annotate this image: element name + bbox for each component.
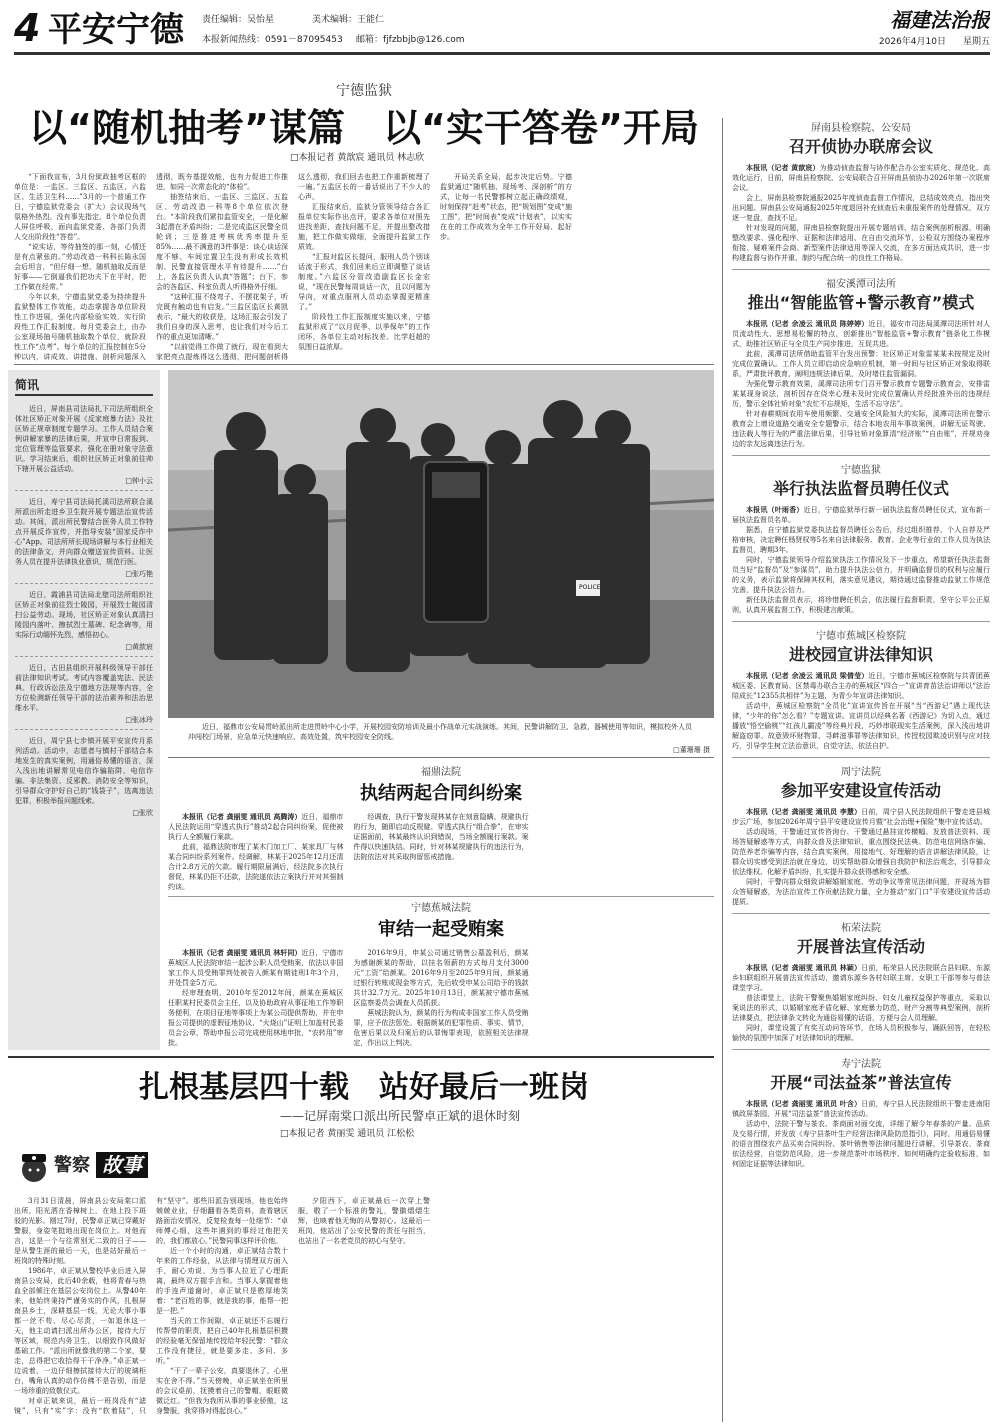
paragraph: 活动中，法院干警与茶农、茶商面对面交流，详细了解今年春茶的产量、品质及交易行情，并发放《寿宁县茶叶生产经营法律风险防范指引》，同时，用通俗易懂的语言围绕农产品买卖合同纠纷、茶叶销售等法律问题进行讲解，引导茶农、茶商依法经营，自觉防范风险，进一步规范茶叶市场秩序、如何明确约定验收标准，如何固定证据等法律知识。 (732, 1120, 990, 1168)
section-title: 平安宁德 (48, 10, 184, 50)
paragraph: 会上，屏南县检察院通报2025年度侦查监督工作情况，总结成效亮点，指出突出问题。屏南县公安局通报2025年度退回补充侦查后未重报案件的处理情况，双方逐一复盘，查找不足。 (732, 194, 990, 222)
email: 邮箱：fjfzbbjb@126.com (356, 35, 465, 45)
lead-bottom-rule (14, 364, 714, 365)
right-article (732, 122, 990, 263)
separator (732, 455, 990, 456)
right-column-divider (722, 118, 723, 1422)
brief-item: 近日，寿宁县司法局托溪司法所联合溪所派出所走进乡卫生院开展专题法治宣传活动。其间，派出所民警结合医务人员工作特点开展反诈宣传，并指导安装“国家反诈中心”App。司法所所长现场讲解与本行业相关的法律条文，并向群众赠送宣传资料。让医务人员在提升法律执业意识，规范行医。 □张巧艳 (15, 497, 153, 584)
paragraph: 1986年，卓正斌从警校毕业后进入屏南县公安局，此后40余载，他将青春与热血全部倾注在基层公安岗位上。从警40年来，他始终秉持严谨务实的作风，扎根屏南县乡土，深耕基层一线，无论大事小事都一丝不苟、尽心尽责，一如退休这一天，他主动请扫派出所办公区，接待大厅等区域，规范内务卫生，以细致作风做好基础工作。“派出所就像我的第二个家，要走，总得把它收拾得干干净净。”卓正斌一边说着，一边仔细擦拭接待大厅的玻璃柜台，嘴角认真的动作仿佛不是告别，而是一场珍重的致敬仪式。 (14, 1267, 146, 1395)
column-logo-text-b: 故事 (96, 1152, 148, 1178)
editor-credit: 责任编辑：吴怡星 (202, 15, 275, 25)
separator (732, 913, 990, 914)
article-kicker: 福安溪潭司法所 (826, 279, 896, 290)
paragraph: “干了一辈子公安，真要退休了，心里实在舍不得。”当天傍晚，卓正斌坐在所里的会议桌前，抚摸着自己的警帽，眼眶微微泛红。“但我为我所从事的事业骄傲，这身警服，我穿得对得起良心。” (156, 1367, 288, 1415)
separator (732, 757, 990, 758)
fuding-headline: 执结两起合同纠纷案 (360, 783, 522, 804)
issue-date: 2026年4月10日 (878, 37, 946, 47)
jiaocheng-body (168, 948, 714, 1048)
paragraph: 此前，溪潭司法所借助监管平台发出预警：社区矫正对象雷某某未按规定及时完成位置确认。工作人员立即启动应急响应机制，第一时间与社区矫正对象取得联系，严肃批评教育，阐明违规法律后果，及时堵住监管漏洞。 (732, 350, 990, 378)
brief-item: 近日，屏南县司法局扎下司法所组织全体社区矫正对象开展《反家庭暴力法》及社区矫正规章制度专题学习。工作人员结合案例讲解家暴的法律后果，并宣申日常报到、定位管理等监管要求，强化在册对象守法意识。学习结束后，组织社区矫正对象前往帅下辖开展公益活动。 □钟小云 (15, 404, 153, 491)
fuding-bottom-rule (168, 896, 714, 897)
paragraph: 针对发现的问题，屏南县检察院提出开展专题培训、结合案例剖析根源、明确整改要求、强化程序、证据和法律适用、在自由交流环节，公检双方围绕办案程序衔接、疑难案件会商、新型案件法律适用等深入交流，在多方面达成共识，进一步构建监督与协作并重、制约与配合统一的良性工作格局。 (732, 224, 990, 262)
column-logo (14, 1146, 164, 1190)
article-title: 开展普法宣传活动 (796, 937, 925, 956)
paragraph: 蕉城法院认为，颜某的行为构成非国家工作人员受贿罪，应予依法惩处。根据颜某的犯罪性质、事实、情节，危害后果以及归案后的认罪悔罪表现，依照相关法律规定，作出以上判决。 (353, 1009, 529, 1047)
lead-headline: 以“随机抽考”谋篇 以“实干答卷”开局 (29, 106, 699, 150)
brief-item: 近日，古田县组织开展科级领导干部任前法律知识考试。考试内容覆盖宪法、民法典、行政诉讼法及宁德地方法规等内容，全方位检测新任领导干部的法治素养和法治思维水平。 □张冰玲 (15, 663, 153, 730)
paragraph: 新任执法监督员表示，将珍惜聘任机会，依法履行监督职责，坚守公平公正原则，认真开展监督工作，积极建言献策。 (732, 596, 990, 614)
brief-author: □钟小云 (15, 476, 153, 491)
paragraph: 夕阳西下，卓正斌最后一次穿上警服，敬了一个标准的警礼，警徽熠熠生辉，也映着他无悔的从警初心。这最后一班岗，他站出了公安民警的责任与担当，也站出了一名老党员的初心与坚守。 (298, 1197, 430, 1245)
paragraph: 普法课堂上，法院干警聚焦婚姻家庭纠纷、妇女儿童权益保护等重点，采取以案说法的形式，以婚姻家庭矛盾化解、家庭暴力防范、财产分割等典型案例，剖析法律要点，把法律条文转化为通俗易懂的话语，方便与会人员理解。 (732, 994, 990, 1022)
paragraph: 本报讯（记者 龚丽雯 通讯员 林颖）日前，柘荣县人民法院联合县妇联、东源乡妇联组织开展普法宣传活动，邀请东源乡各村妇联主席、女职工干部等参与普法课堂学习。 (732, 963, 990, 992)
issue-weekday: 星期五 (962, 37, 990, 47)
brief-item: 近日，霞浦县司法局北壁司法所组织社区矫正对象前往烈士陵园，开展烈士陵园清扫公益劳动。现场，社区矫正对象认真清扫陵园内落叶、擦拭烈士墓碑、纪念碑等，用实际行动缅怀先烈，感悟初心。 □黄歆宸 (15, 590, 153, 657)
separator (732, 621, 990, 622)
paragraph: 本报讯（记者 黄歆宸）为推动侦查监督与协作配合办公室实质化、规范化、高效化运行，日前，屏南县检察院、公安局联合召开屏南县侦协办2026年第一次联席会议。 (732, 163, 990, 192)
news-hotline: 本报新闻热线：0591－87095453 (202, 35, 343, 45)
paragraph: 今年以来，宁德监狱党委为持续提升监狱整体工作效能，动态掌握各单位阶段性工作进展，强化内部检验实效，实行阶段性工作汇报制度。每月党委会上，由办公室现场抽号随机抽取数个单位，就阶段性工作“点考”。每个单位的汇报控制在5分钟以内，讲成效、讲措施、剖析问题深入透彻，既夯基提效能，也有力促进工作推进，如同一次常态化的“体检”。 (14, 173, 288, 361)
fuding-kicker: 福鼎法院 (421, 767, 461, 778)
paragraph: “说实话，等待抽签的那一刻，心情还是有点紧张的。”劳动改造一科科长陈永国会后坦言，“但仔细一想，随机抽取反而是好事——它倒逼我们把功夫下在平时，把工作做在经常。” (14, 243, 146, 291)
paragraph: 据悉，自宁德监狱党委执法监督员聘任公告后，经过组织推荐、个人自荐及严格审核，决定聘任杨贤权等5名来自法律服务、教育、企业等行业的工作人员为执法监督员，聘期3年。 (732, 526, 990, 554)
paragraph: 抽签结束后，一监区、三监区、五监区、劳动改造一科等8个单位依次登台。“本阶段我们紧扣监管安全，一是化解3起潜在矛盾纠纷；二是完成监区民警全员轮训；三是推进考核优秀率提升至85%……最不满意的3件事是：谈心谈话深度不够、车间定置卫生没有形成长效机制、民警直接管理水平有待提升……”台上，各监区负责人认真“答题”；台下，参会的各监区、科室负责人听得格外仔细。 (156, 193, 289, 291)
brief-item: 近日，周宁县七步镇开展平安宣传月系列活动。活动中，志愿者与镇村干部结合本地发生的真实案例，用通俗易懂的语言，深入浅出地讲解常见电信诈骗陷阱、电信诈骗、非法集资、反邪教、消防安全等知识，引导群众守护好自己的“钱袋子”，选离违法犯罪，积极举报问题线索。 □张欣 (15, 736, 153, 822)
column-logo-text-a: 警察 (54, 1155, 90, 1176)
right-article (732, 278, 990, 449)
article-kicker: 寿宁法院 (841, 1059, 881, 1070)
article-title: 召开侦协办联席会议 (788, 137, 933, 156)
photo-credit: □董珊珊 摄 (673, 746, 710, 754)
right-article (732, 630, 990, 751)
right-article (732, 464, 990, 615)
paper-logo: 福建法治报 (890, 8, 990, 32)
paragraph: 经调查，执行干警发现林某存在刻意隐瞒、规避执行的行为，随即启动反规避、穿透式执行“组合拳”，在审实证据面前，林某最终认识到错误，当场全额履行案款。案件得以快速执结。同时，针对林某规避执行的违法行为，法院依法对其采取拘留惩戒措施。 (353, 813, 529, 861)
lead-kicker: 宁德监狱 (336, 83, 392, 99)
art-editor-credit: 美术编辑：王能仁 (312, 15, 385, 25)
lead-byline: □本报记者 黄歆宸 通讯员 林志欣 (290, 153, 425, 163)
separator (732, 269, 990, 270)
article-title: 开展“司法益茶”普法宣传 (770, 1073, 952, 1092)
article-kicker: 周宁法院 (841, 767, 881, 778)
fuding-body (168, 812, 714, 892)
paragraph: 当天的工作间隙，卓正斌还不忘履行传帮带的职责，把自己40年扎根基层积攒的经验毫无保留地传授给年轻民警：“群众工作没有捷径，就是要多走、多问、多听。” (156, 1317, 288, 1365)
news-photo (168, 370, 714, 718)
police-officer-icon (14, 1148, 54, 1188)
feature-headline: 扎根基层四十载 站好最后一班岗 (139, 1070, 589, 1105)
masthead (14, 8, 990, 52)
right-article (732, 922, 990, 1043)
feature-subtitle: ——记屏南棠口派出所民警卓正斌的退休时刻 (279, 1109, 520, 1123)
right-article (732, 766, 990, 907)
briefs-heading: 简讯 (15, 376, 153, 396)
police-drill-photo (168, 370, 714, 718)
separator (732, 1049, 990, 1050)
paragraph: 为强化警示教育效果，溪潭司法所专门召开警示教育专题警示教育会，安排雷某某现身说法，剖析因存在侥幸心理未及时完成位置确认并经批准外出的违规经历，警示全体社矫对象“农忙不忘规矩，生活不忘守法”。 (732, 380, 990, 408)
paragraph: 活动现场，干警通过宣传咨询台、干警通过悬挂宣传横幅、发放普法资料、现场答疑解惑等方式，向群众普及法律知识，重点围绕民法典、防范电信网络诈骗、防范养老诈骗等内容，结合真实案例，用接地气、好理解的语言讲解法律风险，让群众切实感受到法治就在身边，切实帮助群众增强自我防护和法治观念，引导群众依法维权、化解矛盾纠纷，扎实提升群众获得感和安全感。 (732, 828, 990, 876)
article-title: 推出“智能监管+警示教育”模式 (747, 293, 975, 312)
paragraph: “这种汇报不绕弯子、不摆花架子，听完既有触动也有启发。”三监区监区长黄凯表示，“最大的收获是，这场汇报会引发了我们自身的深入思考，也让我们对今后工作的重点更加清晰。” (156, 293, 288, 341)
article-kicker: 宁德市蕉城区检察院 (816, 631, 906, 642)
feature-top-rule (8, 1056, 714, 1058)
paragraph: 3月31日清晨，屏南县公安局棠口派出所，阳光洒在香樟树上，在地上投下斑驳的光影。刚过7时，民警卓正斌已穿戴好警服，身姿笔挺地出现在岗位上。对他而言，这是一个与往常别无二致的日子——是从警生涯的最后一天，也是站好最后一班岗的特殊时刻。 (14, 1197, 146, 1265)
brief-author: □张巧艳 (15, 569, 153, 584)
lead-label: 本报讯（记者 龚丽雯 通讯员 林轩同） (182, 948, 302, 957)
feature-byline: □本报记者 黄丽雯 通讯员 江松松 (280, 1129, 415, 1139)
paragraph: 2016年9月，申某公司通过销售公墓盈利后，颜某为感谢颜某的帮助，以挂名领薪的方式每月支付3000元“工资”给颜某。2016年9月至2025年9月间，颜某通过银行转账或现金等方式，先后收受申某公司给予的钱款共计32.7万元。2025年10月13日，颜某被宁德市蕉城区监察委员会调查人员抓获。 (353, 949, 529, 1007)
paragraph: “汇报对监区长提问，服刑人员个别谈话流于形式，我们回来后立即调整了谈话制度。”六监区分管改造副监区长金宏说，“现在民警每周谈话一次，且以问题为导向，对重点服刑人员动态掌握更精准了。” (298, 253, 430, 311)
briefs-box (8, 370, 160, 1050)
paragraph: 本报讯（记者 龚丽雯 通讯员 林轩同）近日，宁德市蕉城区人民法院审结一起涉公职人员受贿案，依法以非国家工作人员受贿罪判处被告人颜某有期徒刑1年3个月，并处罚金5万元。 (168, 948, 344, 987)
paragraph: 同时，干警向群众细致讲解婚姻家庭、劳动争议等常见法律问题，并现场为群众答疑解惑，为法治宣传工作贡献法院力量，全力推动“家门口”平安建设宣传活动提质。 (732, 878, 990, 906)
paragraph: 开局关系全局，起步决定后势。宁德监狱通过“随机抽、现场考、深剖析”的方式，让每一名民警都树立起正确政绩观，时刻保持“赶考”状态，把“规划图”变成“施工图”，把“时间表”变成“计划表”，以实实在在的工作成效为全年工作开好局、起好步。 (440, 173, 572, 241)
article-title: 进校园宣讲法律知识 (788, 645, 933, 664)
feature-body (14, 1196, 714, 1422)
article-kicker: 屏南县检察院、公安局 (811, 123, 911, 134)
paragraph: “以前觉得工作做了就行，现在看到大家把亮点提炼得这么透彻，把问题剖析得这么透彻，我们回去也把工作重新梳理了一遍。”五监区长的一番话说出了不少人的心声。 (156, 173, 430, 361)
photo-caption-box (168, 722, 714, 758)
paragraph: 本报讯（记者 龚丽雯 通讯员 李慧）日前，周宁县人民法院组织干警走进县城步云广场，参加2026年周宁县平安建设宣传月暨“社会治理+保险”集中宣传活动。 (732, 807, 990, 826)
paragraph: 本报讯（记者 龚丽雯 通讯员 叶含）日前，寿宁县人民法院组织干警走进南阳镇政屏茶园，开展“司法益茶”普法宣传活动。 (732, 1099, 990, 1118)
paragraph: “下面我宣布，3月份狱政抽考区框的单位是：一监区、三监区、五监区、六监区、生活卫生科……”3月的一个普通工作日，宁德监狱党委会（扩大）会议现场气氛格外热烈。没有事先指定，8个单位负责人屏住呼吸，面向监狱党委、各部门负责人交出阶段性“答卷”。 (14, 173, 146, 241)
paragraph: 经审理查明，2010年至2012年间，颜某在蕉城区任职某村民委员会主任，以及协助政府从事征地工作等职务便利，在项目征地等事项上为某公司提供帮助，并在申报公司提供的虚假征地协议、“火烧山”证明上加盖村民委员会公章，帮助申报公司完成使用林地申批，“农转用”审批。 (168, 989, 344, 1047)
jiaocheng-kicker: 宁德蕉城法院 (411, 903, 471, 914)
paragraph: 对卓正斌来说，最后一班岗没有“滤镜”，只有“实”字：没有“软着陆”，只有“坚守”。那些旧派告别现场，他也始终兢兢业业，仔细翻看各类资料，查看辖区路面治安情况，反复检查每一处细节：“卓师傅心细，这些年遇到的事经过他把关的，我们都放心。”民警同事这样评价他。 (14, 1197, 288, 1415)
paragraph: 本报讯（记者 余凌云 通讯员 陈婷婷）近日，福安市司法局溪潭司法所针对人员流动性大、思想易松懈的特点，创新推出“智能监管+警示教育”链条化工作模式，助推社区矫正与全员生产同步推进，互促共进。 (732, 319, 990, 348)
paragraph: 针对春耕期间农用车使用频繁、交通安全风险加大的实际，溪潭司法所在警示教育会上增设道路交通安全专题警示，结合本地农用车事故案例，讲解无证驾驶、违法载人等行为的严重法律后果，引导社矫对象算清“经济账”“自由账”，并规劝身边的亲友远离违法行为。 (732, 410, 990, 448)
police-badge-text: POLICE (579, 584, 601, 591)
paragraph: 近一个小时的沟通，卓正斌结合数十年来的工作经验，从法律与情理双方面入手，耐心劝说，为当事人拉近了心理距离，最终双方握手言和。当事人掌握着他的手连声道谢时，卓正斌只是憨厚地笑着：“老百姓的事，就是我的事，能帮一把是一把。” (156, 1247, 288, 1315)
brief-author: □张欣 (132, 809, 153, 817)
paragraph: 此前，福鼎法院审理了某木门加工厂、某家具厂与林某合同纠纷系列案件。经调解，林某于2025年12月还清合计2.8万元的欠款。履行期限届满后，经法院多次执行督促，林某仍拒不还款，法院遂依法立案执行并对其强制约谈。 (168, 843, 344, 891)
paragraph: 本报讯（记者 余凌云 通讯员 梁倩莹）近日，宁德市蕉城区检察院与共青团蕉城区委、区教育局、区禁毒办联合主办的蕉城区“四合一”宣讲育苗法治讲师以“法治陪成长”12355共相伴”为主题，为青少年宣讲法律知识。 (732, 671, 990, 700)
right-article (732, 1058, 990, 1169)
paragraph: 本报讯（记者 龚丽雯 通讯员 高腾涛）近日，福鼎市人民法院运用“穿透式执行”推动2起合同纠纷案，促使被执行人全额履行案款。 (168, 812, 344, 841)
article-kicker: 宁德监狱 (841, 465, 881, 476)
masthead-rule (14, 52, 990, 55)
photo-caption-text: 近日，福鼎市公安局贯岭派出所走进贯岭中心小学，开展校园安防培训及最小作战单元实战演练。其间，民警讲解防卫、急救、器械使用等知识，模拟校外人员冲闯校门场景，应急单元快速响应、高效处置，筑牢校园安全防线。 (188, 723, 692, 741)
paragraph: 同时，课堂设置了有奖互动问答环节，在场人员积极参与，踊跃回答，在轻松愉快的氛围中加深了对法律知识的理解。 (732, 1024, 990, 1042)
lead-body (14, 172, 714, 362)
brief-author: □张冰玲 (15, 715, 153, 730)
article-kicker: 柘荣法院 (841, 923, 881, 934)
brief-author: □黄歆宸 (15, 642, 153, 657)
paragraph: 阶段性工作汇报制度实施以来，宁德监狱形成了“以月促季、以季保年”的工作闭环，各单位主动对标找差、比学赶超的氛围日益浓厚。 (298, 313, 430, 351)
right-column (732, 122, 990, 1422)
jiaocheng-headline: 审结一起受贿案 (378, 919, 504, 940)
lead-label: 本报讯（记者 龚丽雯 通讯员 高腾涛） (182, 812, 302, 821)
article-title: 举行执法监督员聘任仪式 (772, 479, 949, 498)
article-title: 参加平安建设宣传活动 (780, 781, 941, 800)
page-number: 4 (14, 8, 41, 50)
paragraph: 本报讯（叶雨香）近日，宁德监狱举行新一届执法监督员聘任仪式，宣布新一届执法监督员名单。 (732, 505, 990, 524)
paragraph: 同时，宁德监狱领导介绍监狱执法工作情况及下一步重点，希望新任执法监督员当好“监督员”及“参谋员”，助力提升执法公信力，并明确监督员的权利与应履行的义务，表示监狱将保障其权利，落实意见建议，期待通过监督推动监狱工作规范完善，提升执法公信力。 (732, 556, 990, 594)
paragraph: 汇报结束后，监狱分管领导结合各汇报单位实际作出点评，要求各单位对照先进找差距，查找问题不足，并提出整改措施，把工作做实做细，全面提升监狱工作质效。 (298, 203, 430, 251)
paragraph: 活动中，蕉城区检察院“全员化”宣讲宣传旨在开展“当“西游记”遇上现代法律，“少年的你”怎么看？”专题宣讲。宣讲员以经典名著《西游记》为切入点，通过播放“悟空偷桃”“红孩儿霸凌”等经典片段，巧妙串联现实生活案例，深入浅出地讲解盗窃罪、故意毁坏财物罪、寻衅滋事罪等法律知识，传授校园欺凌识别与应对技巧，引导学生树立法治意识，自觉守法、依法自护。 (732, 702, 990, 750)
